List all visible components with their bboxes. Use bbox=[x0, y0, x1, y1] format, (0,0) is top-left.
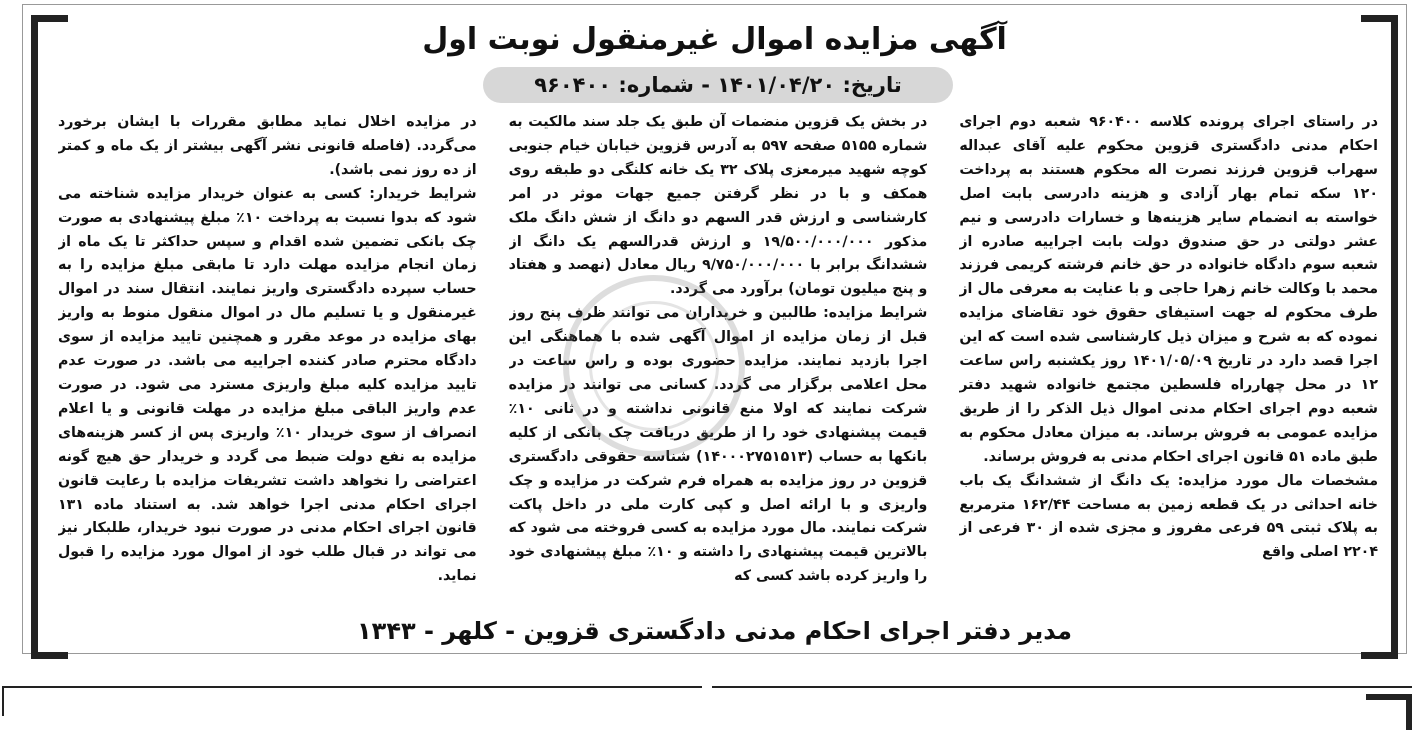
buyer-terms-text: کسی به عنوان خریدار مزایده شناخته می شود که بدوا نسبت به پرداخت ۱۰٪ مبلغ پیشنهادی به صورت چک بانکی تضمین شده اقدام و سپس حداکثر تا یک ماه از زمان انجام مزایده مهلت دارد تا مابقی مبلغ مزایده را به حساب سپرده دادگستری واریز نمایند. انتقال سند در اموال غیرمنقول و یا تسلیم مال در اموال منقول منوط به واریز بهای مزایده در موعد مقرر و همچنین تایید مزایده از سوی دادگاه محترم صادر کننده اجراییه می باشد. در صورت عدم تایید مزایده کلیه مبلغ واریزی مسترد می شود. در صورت عدم واریز الباقی مبلغ مزایده در مهلت قانونی و یا اعلام انصراف از سوی خریدار ۱۰٪ واریزی پس از کسر هزینه‌های مزایده به نفع دولت ضبط می گردد و خریدار حق هیچ گونه اعتراضی را نخواهد داشت تشریفات مزایده با رعایت قانون اجرای احکام مدنی اجرا خواهد شد. به استناد ماده ۱۳۱ قانون اجرای احکام مدنی در صورت نبود خریدار، طلبکار نیز می تواند در قبال طلب خود از اموال مورد مزایده را قبول نماید. bbox=[57, 185, 477, 585]
next-notice-frame-right bbox=[712, 686, 1412, 716]
next-notice-frame-left bbox=[2, 686, 702, 716]
property-spec-heading: مشخصات مال مورد مزایده: bbox=[1177, 472, 1378, 489]
column-right-text: در راستای اجرای پرونده کلاسه ۹۶۰۴۰۰ شعبه دوم اجرای احکام مدنی دادگستری قزوین محکوم علیه آقای عبداله سهراب قزوین فرزند نصرت اله محکوم هستند به پرداخت ۱۲۰ سکه تمام بهار آزادی و هزینه دادرسی بابت اصل خواسته به انضمام سایر هزینه‌ها و خسارات دادرسی و نیم عشر دولتی در حق صندوق دولت بابت اجراییه صادره از شعبه سوم دادگاه خانواده در حق خانم فرشته کریمی فرزند محمد با وکالت خانم زهرا حاجی و با عنایت به معرفی مال از طرف محکوم له جهت استیفای حقوق خود تقاضای مزایده نموده که به شرح و میزان ذیل کارشناسی شده است که این اجرا قصد دارد در تاریخ ۱۴۰۱/۰۵/۰۹ روز یکشنبه راس ساعت ۱۲ در محل چهارراه فلسطین مجتمع خانواده شهید دفتر شعبه دوم اجرای احکام مدنی اموال ذیل الذکر را از طریق مزایده عمومی به فروش برساند. به میزان معادل محکوم به طبق ماده ۵۱ قانون اجرای احکام مدنی به فروش برساند. bbox=[959, 114, 1378, 465]
auction-terms-text: طالبین و خریداران می توانند ظرف پنج روز قبل از زمان مزایده از اموال آگهی شده با هماهنگی این اجرا بازدید نمایند. مزایده حضوری بوده و راس ساعت در محل اعلامی برگزار می گردد. کسانی می توانند در مزایده شرکت نمایند که اولا منع قانونی نداشته و در ثانی ۱۰٪ قیمت پیشنهادی خود را از طریق دریافت چک بانکی از کلیه بانکها به حساب (۱۴۰۰۰۲۷۵۱۵۱۳) شناسه حقوقی دادگستری قزوین در روز مزایده به همراه فرم شرکت در مزایده و چک واریزی و با ارائه اصل و کپی کارت ملی در داخل پاکت شرکت نمایند. مال مورد مزایده به کسی فروخته می شود که بالاترین قیمت پیشنهادی را داشته و ۱۰٪ مبلغ پیشنهادی خود را واریز کرده باشد کسی که bbox=[508, 305, 928, 585]
column-middle bbox=[509, 111, 928, 607]
column-right bbox=[959, 111, 1378, 607]
buyer-terms-paragraph bbox=[58, 183, 477, 589]
property-spec-text: یک دانگ از ششدانگ یک باب خانه احداثی در یک قطعه زمین به مساحت ۱۶۲/۴۴ مترمربع به پلاک ثبتی ۵۹ فرعی مفروز و مجزی شده از ۳۰ فرعی از ۲۲۰۴ اصلی واقع bbox=[959, 472, 1378, 561]
notice-title: آگهی مزایده اموال غیرمنقول نوبت اول bbox=[422, 22, 1007, 57]
column-middle-text: در بخش یک قزوین منضمات آن طبق یک جلد سند مالکیت به شماره ۵۱۵۵ صفحه ۵۹۷ به آدرس قزوین خیابان خیام جنوبی کوچه شهید میرمعزی پلاک ۳۲ یک خانه کلنگی دو طبقه روی همکف و با در نظر گرفتن جمیع جهات موثر در امر کارشناسی و ارزش قدر السهم دو دانگ از شش دانگ ملک مذکور ۱۹/۵۰۰/۰۰۰/۰۰۰ و ارزش قدرالسهم یک دانگ از ششدانگ برابر با ۹/۷۵۰/۰۰۰/۰۰۰ ریال معادل (نهصد و هفتاد و پنج میلیون تومان) برآورد می گردد. bbox=[508, 114, 928, 298]
auction-terms-heading: شرایط مزایده: bbox=[823, 305, 928, 322]
property-spec-paragraph bbox=[959, 470, 1378, 566]
notice-signature: مدیر دفتر اجرای احکام مدنی دادگستری قزوین - کلهر - ۱۳۴۳ bbox=[357, 617, 1072, 645]
column-left-text: در مزایده اخلال نماید مطابق مقررات با ایشان برخورد می‌گردد. (فاصله قانونی نشر آگهی بیشتر از یک ماه و کمتر از ده روز نمی باشد). bbox=[57, 114, 477, 178]
buyer-terms-heading: شرایط خریدار: bbox=[369, 185, 477, 202]
date-number-line: تاریخ: ۱۴۰۱/۰۴/۲۰ - شماره: ۹۶۰۴۰۰ bbox=[483, 67, 953, 103]
auction-terms-paragraph bbox=[509, 302, 928, 589]
notice-body bbox=[58, 111, 1378, 607]
auction-notice bbox=[22, 4, 1407, 654]
column-left bbox=[58, 111, 477, 607]
